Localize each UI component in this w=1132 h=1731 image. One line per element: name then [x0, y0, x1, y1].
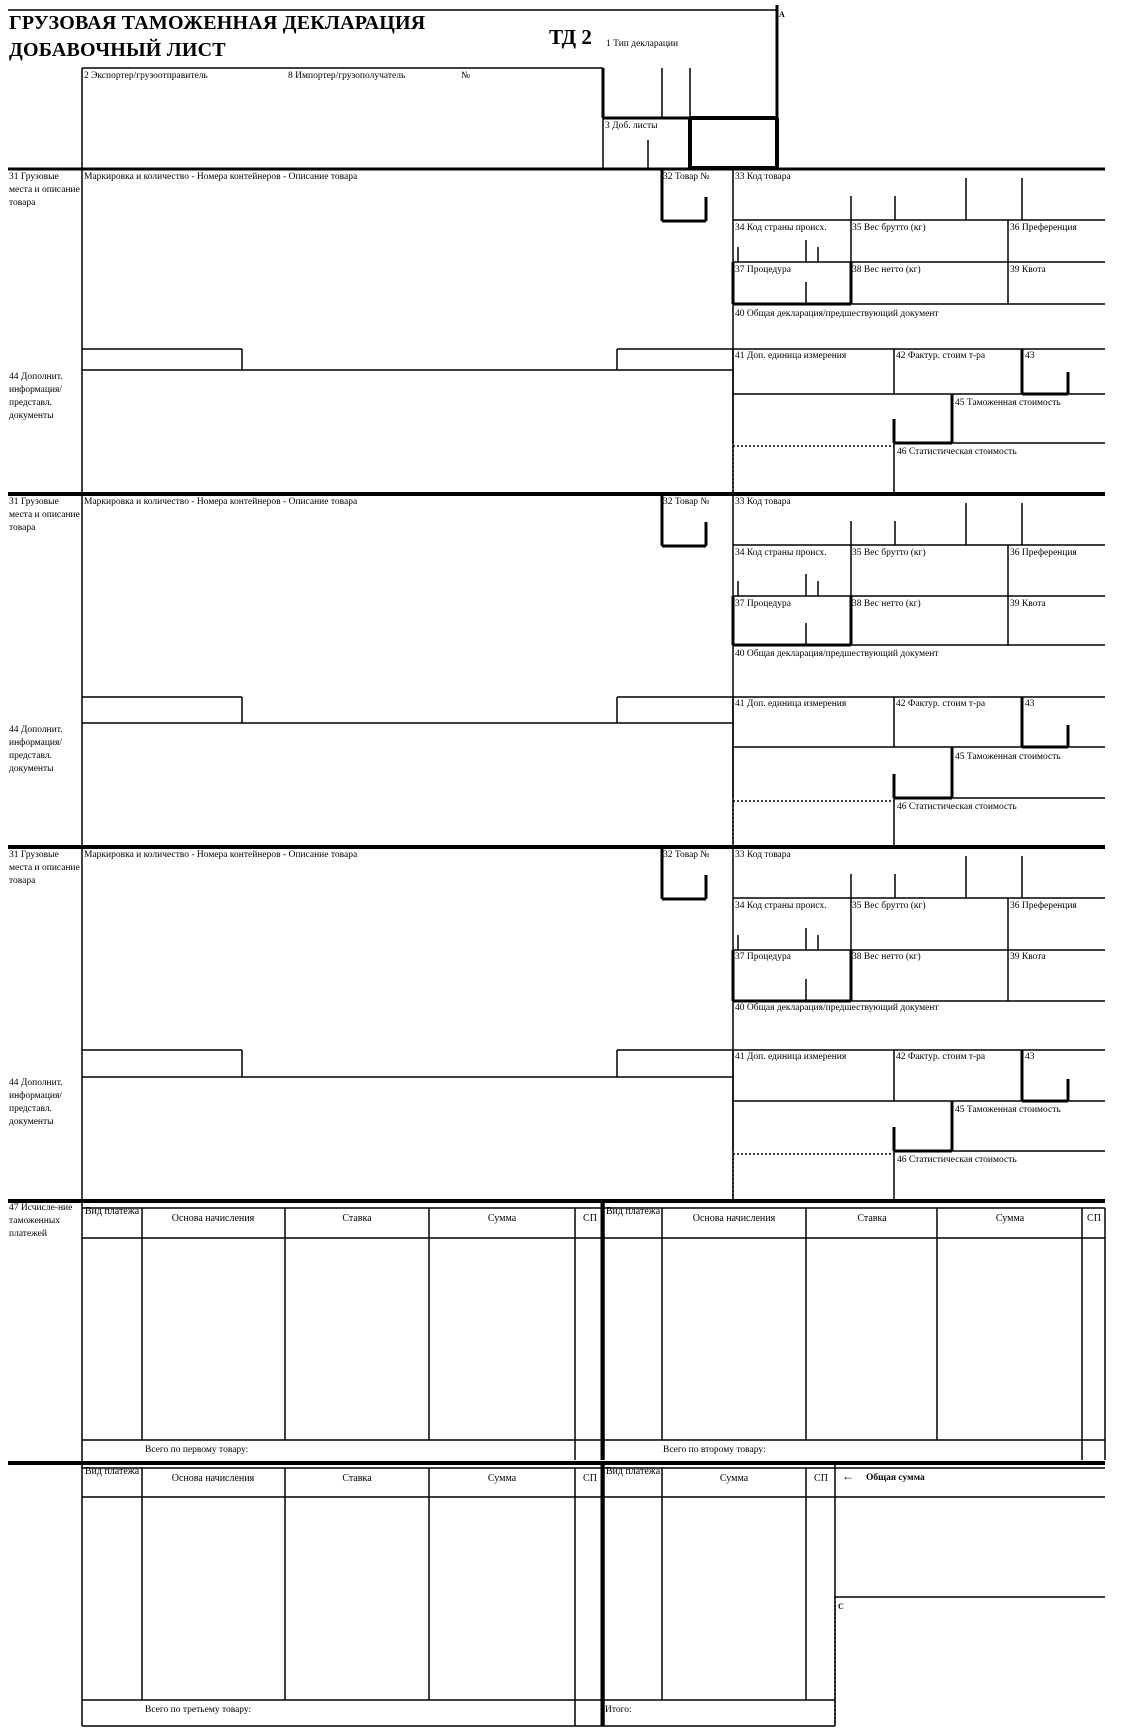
t3-total-label: Всего по третьему товару:	[145, 1705, 252, 1715]
item3-box42-label: 42 Фактур. стоим т-ра	[896, 1052, 986, 1062]
item2-box32-label: 32 Товар №	[663, 497, 710, 507]
item2-box41-label: 41 Доп. единица измерения	[735, 699, 847, 709]
title-line-2: ДОБАВОЧНЫЙ ЛИСТ	[9, 39, 226, 61]
item2-box38-label: 38 Вес нетто (кг)	[852, 599, 921, 609]
item2-box46-label: 46 Статистическая стоимость	[897, 802, 1017, 812]
extra-sheets-label: 3 Доб. листы	[605, 121, 658, 131]
item3-box32-label: 32 Товар №	[663, 850, 710, 860]
item2-box45-label: 45 Таможенная стоимость	[955, 752, 1061, 762]
item2-box40-label: 40 Общая декларация/предшествующий документ	[735, 649, 939, 659]
item3-box33-label: 33 Код товара	[735, 850, 791, 860]
t1-vid-header: Вид платежа	[84, 1206, 140, 1217]
t1-summa-header: Сумма	[487, 1213, 517, 1224]
itogo-label: Итого:	[605, 1705, 632, 1715]
t1-stavka-header: Ставка	[342, 1213, 372, 1224]
t2-stavka-header: Ставка	[857, 1213, 887, 1224]
t2-osnova-header: Основа начисления	[692, 1213, 776, 1224]
item3-box40-label: 40 Общая декларация/предшествующий документ	[735, 1003, 939, 1013]
t3-vid-header: Вид платежа	[84, 1466, 140, 1477]
t4-sp-header: СП	[814, 1473, 828, 1484]
box1-declaration-type-label: 1 Тип декларации	[606, 39, 679, 49]
item3-box46-label: 46 Статистическая стоимость	[897, 1155, 1017, 1165]
t4-summa-header: Сумма	[719, 1473, 749, 1484]
item1-box36-label: 36 Преференция	[1010, 223, 1077, 233]
item1-marking-label: Маркировка и количество - Номера контейнеров - Описание товара	[84, 172, 358, 182]
t1-osnova-header: Основа начисления	[171, 1213, 255, 1224]
item3-box34-label: 34 Код страны происх.	[735, 901, 827, 911]
item2-box37-label: 37 Процедура	[735, 599, 791, 609]
total-sum-label: Общая сумма	[866, 1473, 925, 1483]
t3-osnova-header: Основа начисления	[171, 1473, 255, 1484]
t2-sp-header: СП	[1087, 1213, 1101, 1224]
t3-summa-header: Сумма	[487, 1473, 517, 1484]
importer-label: 8 Импортер/грузополучатель	[288, 71, 406, 81]
t3-stavka-header: Ставка	[342, 1473, 372, 1484]
item1-box46-label: 46 Статистическая стоимость	[897, 447, 1017, 457]
arrow-left-icon: ←	[842, 1469, 854, 1483]
item3-box43-label: 43	[1025, 1052, 1035, 1062]
form-code: ТД 2	[549, 25, 592, 49]
item2-marking-label: Маркировка и количество - Номера контейнеров - Описание товара	[84, 497, 358, 507]
title-line-1: ГРУЗОВАЯ ТАМОЖЕННАЯ ДЕКЛАРАЦИЯ	[9, 12, 426, 34]
item2-box35-label: 35 Вес брутто (кг)	[852, 548, 926, 558]
item1-box43-label: 43	[1025, 351, 1035, 361]
t1-total-label: Всего по первому товару:	[145, 1445, 249, 1455]
item1-box31-label: 31 Грузовые места и описание товара	[9, 172, 80, 208]
t2-summa-header: Сумма	[995, 1213, 1025, 1224]
item1-box34-label: 34 Код страны происх.	[735, 223, 827, 233]
item2-box42-label: 42 Фактур. стоим т-ра	[896, 699, 986, 709]
t4-vid-header: Вид платежа	[605, 1466, 661, 1477]
item3-box39-label: 39 Квота	[1010, 952, 1046, 962]
item2-box44-label: 44 Дополнит. информация/ представл. документы	[9, 725, 63, 774]
item3-box37-label: 37 Процедура	[735, 952, 791, 962]
item1-box33-label: 33 Код товара	[735, 172, 791, 182]
item3-marking-label: Маркировка и количество - Номера контейнеров - Описание товара	[84, 850, 358, 860]
t2-total-label: Всего по второму товару:	[663, 1445, 766, 1455]
item3-box35-label: 35 Вес брутто (кг)	[852, 901, 926, 911]
item1-box40-label: 40 Общая декларация/предшествующий документ	[735, 309, 939, 319]
item3-box36-label: 36 Преференция	[1010, 901, 1077, 911]
item1-box44-label: 44 Дополнит. информация/ представл. документы	[9, 372, 63, 421]
t3-sp-header: СП	[583, 1473, 597, 1484]
exporter-label: 2 Экспортер/грузоотправитель	[84, 71, 208, 81]
item1-box41-label: 41 Доп. единица измерения	[735, 351, 847, 361]
item1-box39-label: 39 Квота	[1010, 265, 1046, 275]
corner-mark-a: A	[779, 10, 785, 19]
item3-box41-label: 41 Доп. единица измерения	[735, 1052, 847, 1062]
item3-box45-label: 45 Таможенная стоимость	[955, 1105, 1061, 1115]
item2-box33-label: 33 Код товара	[735, 497, 791, 507]
item1-box38-label: 38 Вес нетто (кг)	[852, 265, 921, 275]
item2-box39-label: 39 Квота	[1010, 599, 1046, 609]
box47-payments-label: 47 Исчисле-ние таможенных платежей	[9, 1203, 73, 1239]
item3-box31-label: 31 Грузовые места и описание товара	[9, 850, 80, 886]
t1-sp-header: СП	[583, 1213, 597, 1224]
item2-box36-label: 36 Преференция	[1010, 548, 1077, 558]
item1-box45-label: 45 Таможенная стоимость	[955, 398, 1061, 408]
item1-box32-label: 32 Товар №	[663, 172, 710, 182]
corner-mark-c: C	[838, 1602, 844, 1611]
item1-box42-label: 42 Фактур. стоим т-ра	[896, 351, 986, 361]
item3-box38-label: 38 Вес нетто (кг)	[852, 952, 921, 962]
item3-box44-label: 44 Дополнит. информация/ представл. документы	[9, 1078, 63, 1127]
number-sign: №	[461, 71, 471, 81]
t2-vid-header: Вид платежа	[605, 1206, 661, 1217]
item2-box34-label: 34 Код страны происх.	[735, 548, 827, 558]
item2-box31-label: 31 Грузовые места и описание товара	[9, 497, 80, 533]
item1-box37-label: 37 Процедура	[735, 265, 791, 275]
item2-box43-label: 43	[1025, 699, 1035, 709]
item1-box35-label: 35 Вес брутто (кг)	[852, 223, 926, 233]
